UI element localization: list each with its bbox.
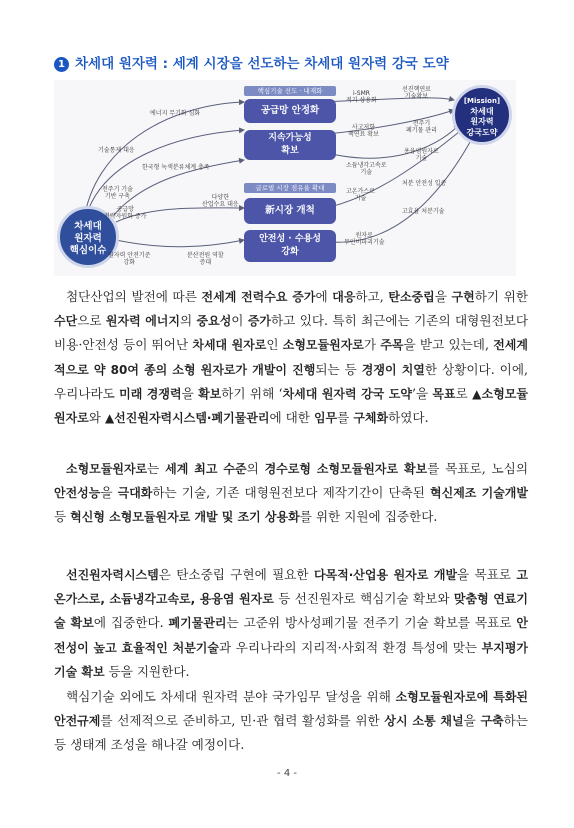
diagram-label-line: 소듐냉각고속로	[346, 162, 387, 169]
diagram-label	[202, 194, 239, 208]
diagram-label-line: 분산전원 역할	[187, 252, 224, 259]
section-number: 1	[54, 57, 69, 72]
core-issue-line: 핵심이슈	[69, 245, 107, 256]
diagram-label-line: 용융염원자로	[404, 148, 439, 155]
diagram-label-line: 원자로	[355, 232, 373, 239]
mission-line: [Mission]	[463, 97, 501, 105]
box-safety-line2: 강화	[281, 247, 299, 257]
diagram-label-line: 기술확보	[404, 93, 429, 100]
diagram-label-line: 고온가스로	[346, 188, 375, 195]
box-sustainability-line1: 지속가능성	[268, 133, 312, 143]
core-issue-line: 차세대	[74, 221, 102, 232]
diagram-label-line: 기술	[360, 169, 373, 176]
diagram-label-line: 핵연료 확보	[348, 131, 379, 138]
diagram-label-line: 전주기	[412, 120, 431, 127]
diagram-label	[404, 148, 439, 162]
diagram-label	[348, 124, 379, 138]
box-supply-chain: 공급망 안정화	[244, 99, 336, 123]
header-global-market: 글로벌 시장 점유율 확대	[244, 183, 336, 193]
page-number: - 4 -	[277, 768, 297, 779]
paragraph-intro: 첨단산업의 발전에 따른 전세계 전력수요 증가에 대응하고, 탄소중립을 구현하기 위한 수단으로 원자력 에너지의 중요성이 증가하고 있다. 특히 최근에는 기존의 대형원전보다 비용·안전성 등이 뛰어난 차세대 원자로인 소형모듈원자로가 주목을 받고 있는데, 전세계적으로 약 80여 종의 소형 원자로가 개발이 진행되는 등 경쟁이 치열한 상황이다. 이에, 우리나라도 미래 경쟁력을 확보하기 위해 ‘차세대 원자력 강국 도약’을 목표로 ▲소형모듈원자로와 ▲선진원자력시스템·폐기물관리에 대한 임무를 구체화하였다.	[54, 289, 529, 426]
diagram-label	[402, 86, 431, 100]
mission-line: 원자력	[470, 117, 494, 126]
diagram-label: 기술통제 대응	[98, 147, 135, 154]
box-safety-line1: 안전성 · 수용성	[259, 234, 321, 244]
diagram-label-line: 기술	[415, 155, 428, 162]
box-safety	[244, 230, 336, 262]
diagram-label-line: 기술	[354, 195, 367, 202]
box-sustainability	[244, 130, 336, 160]
diagram-label-line: 증대	[199, 259, 212, 266]
diagram-label	[102, 186, 133, 200]
diagram-label-line: 선진핵연료	[402, 86, 431, 93]
diagram-label-line: 산업수요 대응	[202, 201, 239, 208]
mission-line: 강국도약	[466, 127, 498, 137]
diagram-label: 한국형 녹색분류체계 충족	[142, 164, 210, 171]
diagram-label	[344, 232, 385, 246]
diagram-label: 고효율 처분기술	[402, 208, 445, 215]
diagram-label	[406, 120, 437, 134]
box-new-market: 新시장 개척	[244, 198, 336, 224]
diagram-label-line: 사고저항	[351, 124, 376, 131]
diagram-label: 에너지 무기화 심화	[150, 110, 201, 117]
diagram-label-line: 전주기 기술	[102, 186, 133, 193]
diagram-label	[346, 162, 387, 176]
diagram-label	[346, 188, 375, 202]
paragraph-ecosystem: 핵심기술 외에도 차세대 원자력 분야 국가임무 달성을 위해 소형모듈원자로에 특화된 안전규제를 선제적으로 준비하고, 민·관 협력 활성화를 위한 상시 소통 채널을 구축하는 등 생태계 조성을 해나갈 예정이다.	[54, 689, 528, 753]
diagram-label-line: 원자력 안전기준	[108, 252, 151, 259]
paragraph-advanced-systems: 선진원자력시스템은 탄소중립 구현에 필요한 다목적·산업용 원자로 개발을 목표로 고온가스로, 소듐냉각고속로, 용융염 원자로 등 선진원자로 핵심기술 확보와 맞춤형 연료기술 확보에 집중한다. 폐기물관리는 고준위 방사성폐기물 전주기 기술 확보를 목표로 안전성이 높고 효율적인 처분기술과 우리나라의 지리적·사회적 환경 특성에 맞는 부지평가 기술 확보 등을 지원한다.	[54, 567, 529, 679]
diagram-label-line: 폐기물 관리	[406, 127, 437, 134]
header-core-tech: 핵심기술 선도 · 내재화	[244, 86, 336, 96]
diagram-label-line: 강화	[123, 259, 136, 266]
paragraph-smr: 소형모듈원자로는 세계 최고 수준의 경수로형 소형모듈원자로 확보를 목표로, 노심의 안전성능을 극대화하는 기술, 기존 대형원전보다 제작기간이 단축된 혁신제조 기술개발 등 혁신형 소형모듈원자로 개발 및 조기 상용화를 위한 지원에 집중한다.	[54, 461, 528, 525]
diagram-label-line: 기반 구축	[104, 193, 130, 200]
diagram-label	[108, 252, 150, 266]
diagram-label-line: 무인비파괴기술	[344, 239, 385, 246]
diagram-label-line: 전략자원화 증가	[104, 213, 147, 220]
diagram-label: 처분 안전성 입증	[402, 180, 447, 187]
box-sustainability-line2: 확보	[281, 146, 299, 156]
mission-circle	[452, 85, 512, 145]
diagram-label	[346, 90, 377, 104]
mission-line: 차세대	[470, 106, 494, 116]
diagram-label-line: i-SMR	[352, 90, 370, 97]
section-title	[54, 52, 449, 72]
section-title-text: 차세대 원자력 : 세계 시장을 선도하는 차세대 원자력 강국 도약	[75, 56, 449, 72]
diagram-label-line: 공급망	[116, 206, 134, 213]
diagram-label	[187, 252, 224, 266]
diagram-label	[104, 206, 146, 220]
strategy-diagram	[54, 80, 516, 276]
diagram-label-line: 적기 상용화	[346, 97, 377, 104]
core-issue-line: 원자력	[74, 233, 102, 244]
diagram-label-line: 다양한	[211, 194, 230, 201]
